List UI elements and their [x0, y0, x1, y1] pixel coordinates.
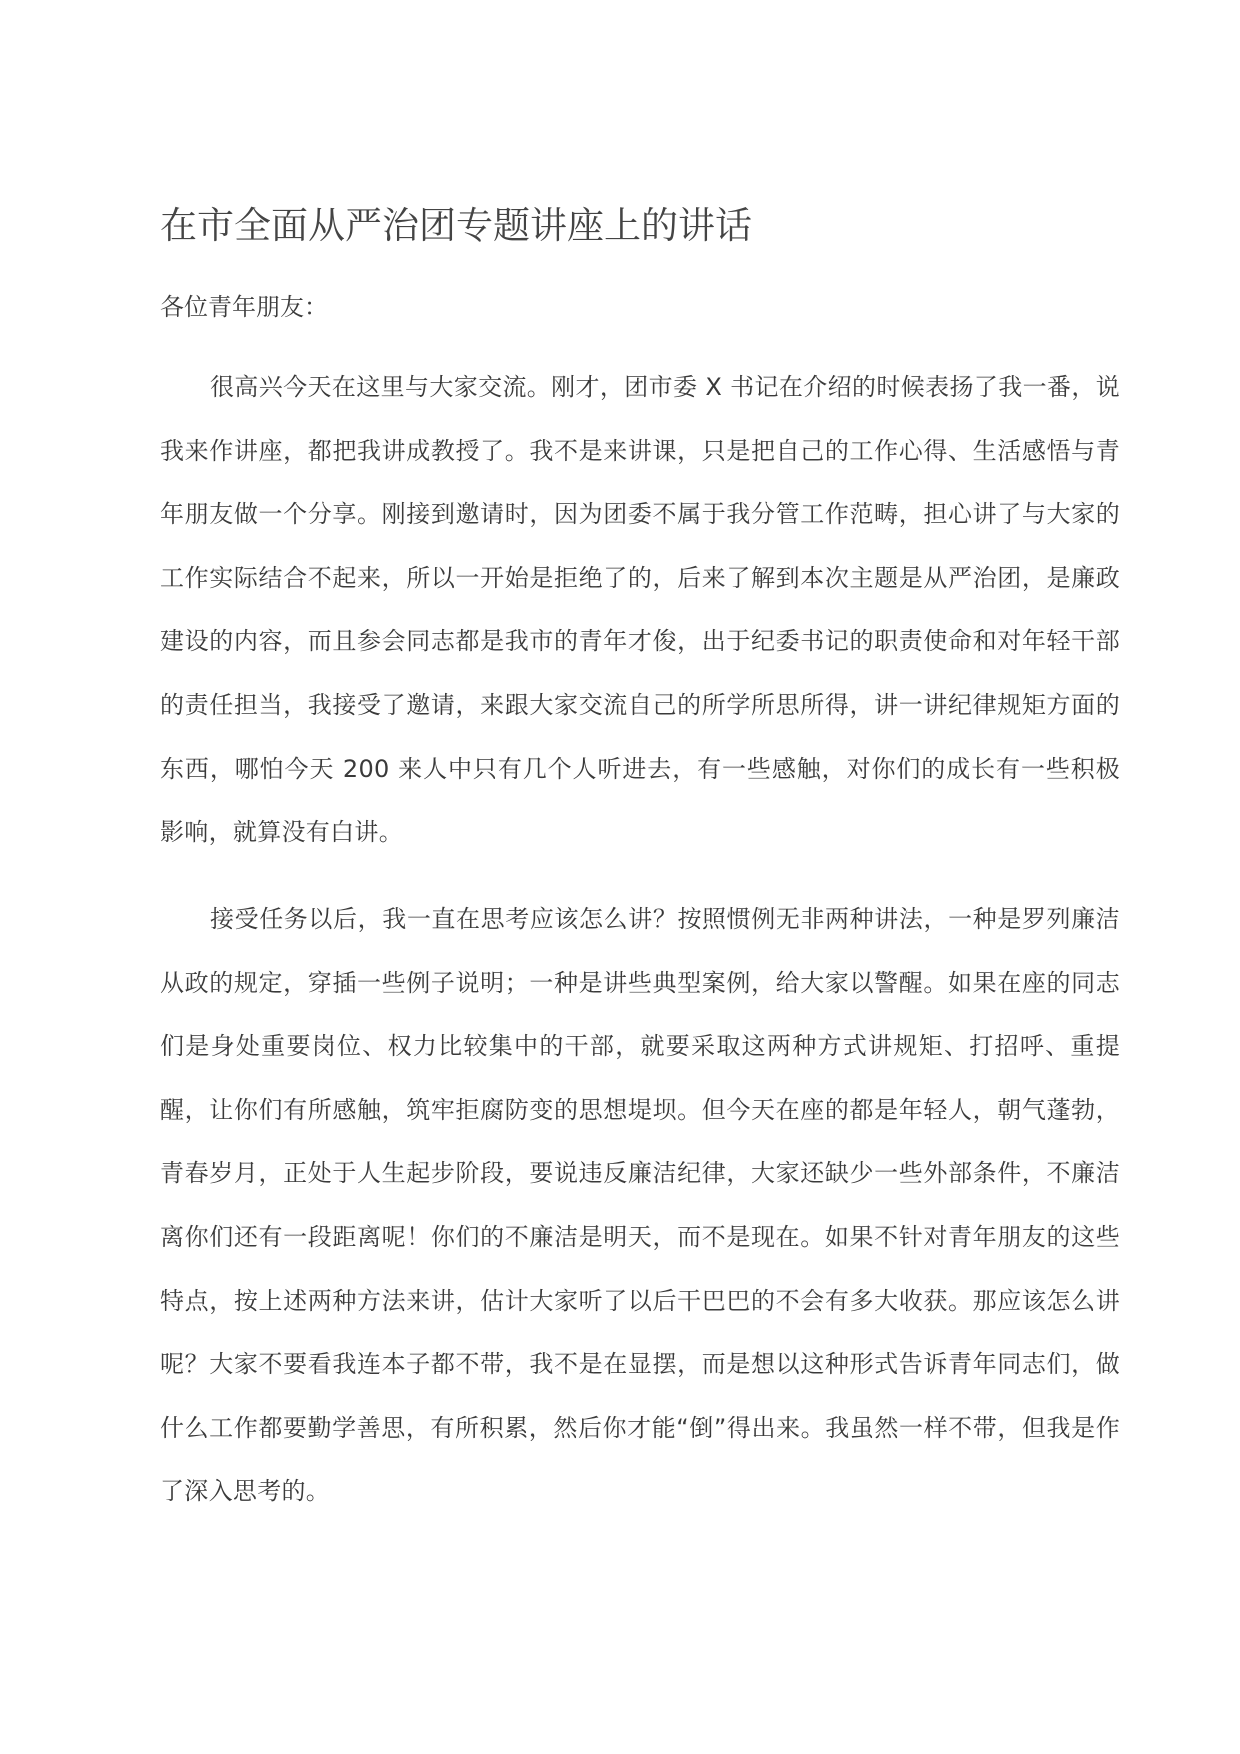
paragraph-2: 接受任务以后，我一直在思考应该怎么讲？按照惯例无非两种讲法，一种是罗列廉洁从政的规定，穿插一些例子说明；一种是讲些典型案例，给大家以警醒。如果在座的同志们是身处重要岗位、权力比较集中的干部，就要采取这两种方式讲规矩、打招呼、重提醒，让你们有所感触，筑牢拒腐防变的思想堤坝。但今天在座的都是年轻人，朝气蓬勃，青春岁月，正处于人生起步阶段，要说违反廉洁纪律，大家还缺少一些外部条件，不廉洁离你们还有一段距离呢！你们的不廉洁是明天，而不是现在。如果不针对青年朋友的这些特点，按上述两种方法来讲，估计大家听了以后干巴巴的不会有多大收获。那应该怎么讲呢？大家不要看我连本子都不带，我不是在显摆，而是想以这种形式告诉青年同志们，做什么工作都要勤学善思，有所积累，然后你才能“倒”得出来。我虽然一样不带，但我是作了深入思考的。 — [160, 905, 1120, 1506]
document-title: 在市全面从严治团专题讲座上的讲话 — [160, 204, 752, 247]
paragraph-1: 很高兴今天在这里与大家交流。刚才，团市委 X 书记在介绍的时候表扬了我一番，说我来作讲座，都把我讲成教授了。我不是来讲课，只是把自己的工作心得、生活感悟与青年朋友做一个分享。刚接到邀请时，因为团委不属于我分管工作范畴，担心讲了与大家的工作实际结合不起来，所以一开始是拒绝了的，后来了解到本次主题是从严治团，是廉政建设的内容，而且参会同志都是我市的青年才俊，出于纪委书记的职责使命和对年轻干部的责任担当，我接受了邀请，来跟大家交流自己的所学所思所得，讲一讲纪律规矩方面的东西，哪怕今天 200 来人中只有几个人听进去，有一些感触，对你们的成长有一些积极影响，就算没有白讲。 — [160, 373, 1120, 847]
salutation: 各位青年朋友： — [160, 293, 328, 321]
